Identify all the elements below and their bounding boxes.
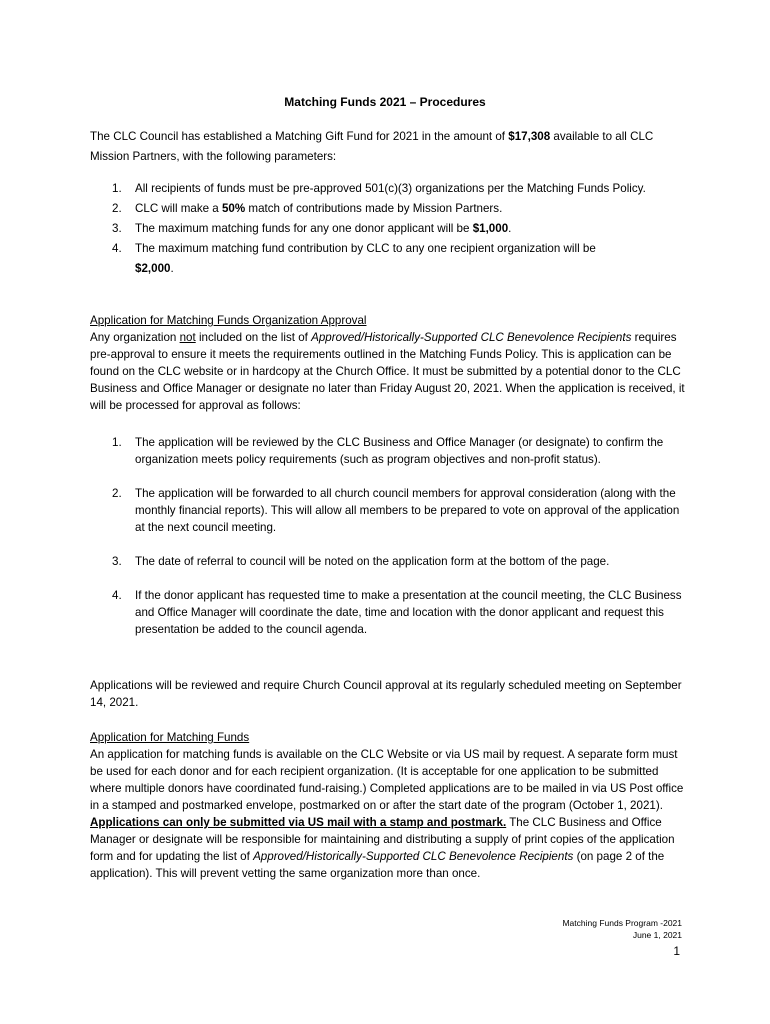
list-item: [90, 199, 686, 219]
intro-paragraph: [90, 127, 686, 167]
parameters-list: [90, 179, 686, 279]
matching-funds-paragraph: [90, 746, 686, 882]
list-bold: 50%: [221, 202, 246, 215]
footer-date: June 1, 2021: [632, 930, 682, 940]
paragraph-text: (on page 2 of the application). This will prevent vetting the same organization more than once.: [90, 850, 665, 880]
approval-section: [90, 312, 686, 414]
matching-funds-section: [90, 729, 686, 882]
list-item: [90, 239, 686, 279]
approval-steps-list: [90, 434, 686, 655]
page-footer: [562, 917, 682, 941]
list-text: If the donor applicant has requested time to make a presentation at the council meeting, the CLC Business and Office Manager will coordinate the date, time and location with the donor applicant and request this presentation be added to the council agenda.: [135, 589, 682, 636]
list-item: [90, 179, 686, 199]
list-text: All recipients of funds must be pre-approved 501(c)(3) organizations per the Matching Funds Policy.: [135, 182, 646, 195]
paragraph-text: included on the list of: [195, 331, 312, 344]
intro-text-2: available to all CLC Mission Partners, with the following parameters:: [90, 130, 654, 163]
list-text: .: [170, 262, 174, 275]
list-text: The application will be reviewed by the CLC Business and Office Manager (or designate) to confirm the organization meets policy requirements (such as program objectives and non-profit status).: [135, 436, 664, 466]
list-bold: $2,000: [135, 262, 171, 275]
list-text: The maximum matching funds for any one donor applicant will be: [135, 222, 473, 235]
paragraph-text: requires pre-approval to ensure it meets the requirements outlined in the Matching Funds Policy. This is application can be found on the CLC website or in hardcopy at the Church Office. It must be submitted by a potential donor to the CLC Business and Office Manager or designate no later than Friday August 20, 2021. When the application is received, it will be processed for approval as follows:: [90, 331, 685, 412]
list-number: 4.: [112, 589, 122, 602]
list-item: [90, 587, 686, 638]
list-number: 3.: [112, 222, 122, 235]
review-paragraph: Applications will be reviewed and require Church Council approval at its regularly scheduled meeting on September 14, 2021.: [90, 679, 682, 709]
list-text: .: [508, 222, 512, 235]
fund-amount: $17,308: [508, 130, 551, 143]
paragraph-text: An application for matching funds is available on the CLC Website or via US mail by request. A separate form must be used for each donor and for each recipient organization. (It is acceptable for one application to be submitted where multiple donors have coordinated fund-raising.) Completed applications are to be mailed in via US Post office in a stamped and postmarked envelope, postmarked on or after the start date of the program (October 1, 2021).: [90, 748, 684, 812]
list-item: [90, 485, 686, 536]
list-text: match of contributions made by Mission Partners.: [245, 202, 503, 215]
mail-requirement: Applications can only be submitted via US mail with a stamp and postmark.: [90, 816, 507, 829]
list-number: 3.: [112, 555, 122, 568]
recipients-list-name: Approved/Historically-Supported CLC Benevolence Recipients: [253, 850, 574, 863]
list-text: CLC will make a: [135, 202, 222, 215]
section-heading-approval: Application for Matching Funds Organization Approval: [90, 314, 367, 327]
list-number: 4.: [112, 242, 122, 255]
list-text: The maximum matching fund contribution by CLC to any one recipient organization will be: [135, 242, 596, 255]
page-title: Matching Funds 2021 – Procedures: [284, 95, 486, 109]
intro-text-1: The CLC Council has established a Matching Gift Fund for 2021 in the amount of: [90, 130, 509, 143]
list-bold: $1,000: [472, 222, 509, 235]
paragraph-text: The CLC Business and Office Manager or designate will be responsible for maintaining and distributing a supply of print copies of the application form and for updating the list of: [90, 816, 675, 863]
approval-paragraph: [90, 329, 686, 414]
list-item: [90, 219, 686, 239]
page-number: 1: [673, 944, 680, 958]
list-item: [90, 553, 686, 570]
footer-program: Matching Funds Program -2021: [562, 918, 682, 928]
emphasis-not: not: [179, 331, 196, 344]
section-heading-matching-funds: Application for Matching Funds: [90, 731, 250, 744]
list-text: The date of referral to council will be noted on the application form at the bottom of the page.: [135, 555, 610, 568]
list-number: 2.: [112, 487, 122, 500]
paragraph-text: Any organization: [90, 331, 180, 344]
recipients-list-name: Approved/Historically-Supported CLC Benevolence Recipients: [311, 331, 632, 344]
list-item: [90, 434, 686, 468]
list-number: 1.: [112, 182, 122, 195]
list-number: 2.: [112, 202, 122, 215]
list-text: The application will be forwarded to all church council members for approval consideration (along with the monthly financial reports). This will allow all members to be prepared to vote on approval of the application at the next council meeting.: [135, 487, 680, 534]
list-number: 1.: [112, 436, 122, 449]
